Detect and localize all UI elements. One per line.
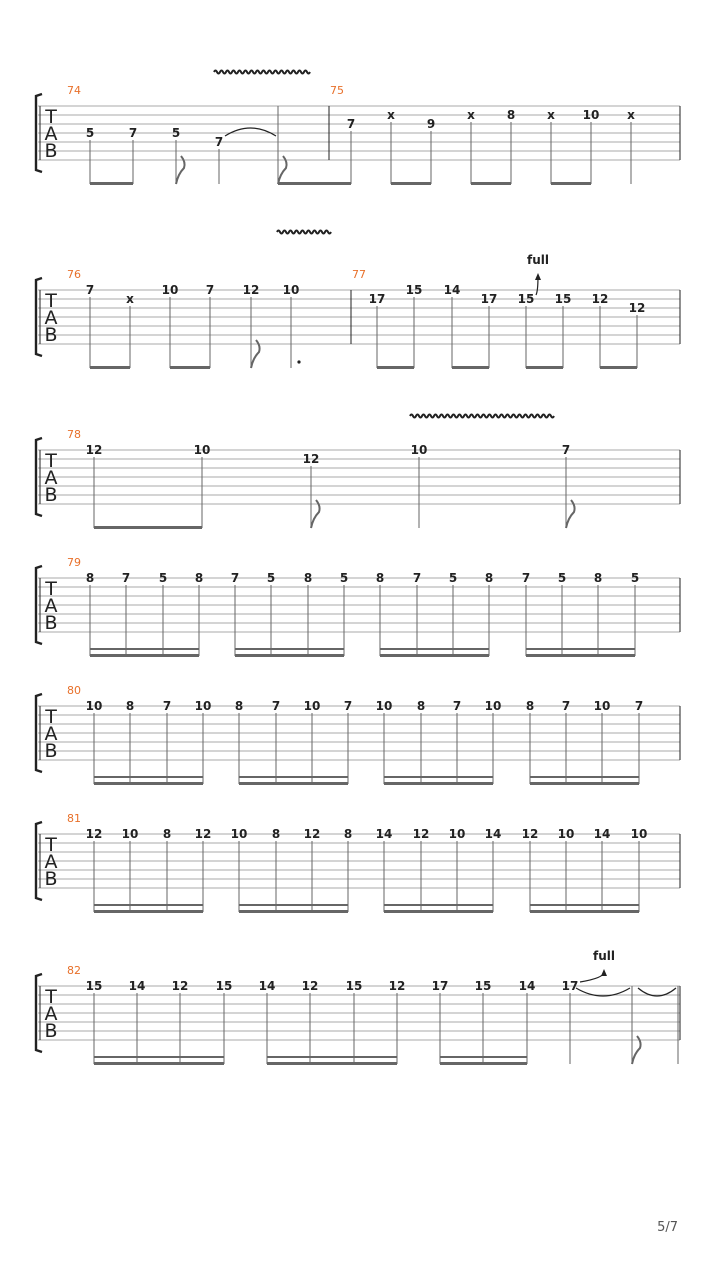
fret-number: 7: [412, 571, 422, 585]
beam: [239, 910, 348, 913]
fret-number: 15: [517, 292, 535, 306]
tab-clef-letter: B: [44, 140, 58, 162]
tab-clef-letter: A: [44, 307, 58, 329]
fret-number: 8: [416, 699, 426, 713]
measure-number: 75: [330, 84, 344, 97]
fret-number: 8: [234, 699, 244, 713]
fret-number: 7: [521, 571, 531, 585]
bend-label: full: [593, 949, 615, 963]
fret-number: 7: [121, 571, 131, 585]
fret-number: 10: [121, 827, 139, 841]
fret-number: 7: [230, 571, 240, 585]
beam: [440, 1056, 527, 1058]
tab-clef-letter: T: [45, 706, 57, 728]
fret-number: 8: [162, 827, 172, 841]
fret-number: 7: [561, 699, 571, 713]
fret-number: 12: [85, 827, 103, 841]
tab-system: [36, 684, 680, 785]
beam: [90, 182, 133, 185]
beam: [526, 648, 635, 650]
fret-number: 17: [480, 292, 498, 306]
fret-number: 8: [303, 571, 313, 585]
fret-number: 14: [443, 283, 461, 297]
fret-number: 5: [85, 126, 95, 140]
beam: [90, 654, 199, 657]
tab-clef-letter: B: [44, 484, 58, 506]
measure-number: 79: [67, 556, 81, 569]
tab-system: [36, 415, 680, 530]
fret-number: 8: [343, 827, 353, 841]
tab-clef-letter: B: [44, 612, 58, 634]
fret-number: 10: [375, 699, 393, 713]
measure-number: 77: [352, 268, 366, 281]
beam: [440, 1062, 527, 1065]
fret-number: 14: [258, 979, 276, 993]
fret-number: 12: [194, 827, 212, 841]
beam: [384, 904, 493, 906]
measure-number: 82: [67, 964, 81, 977]
fret-number: 10: [484, 699, 502, 713]
fret-number: 7: [85, 283, 95, 297]
fret-number: 15: [474, 979, 492, 993]
bend-label: full: [527, 253, 549, 267]
beam: [90, 366, 130, 369]
fret-number: 8: [271, 827, 281, 841]
tab-clef-letter: B: [44, 740, 58, 762]
beam: [94, 904, 203, 906]
fret-number: 7: [271, 699, 281, 713]
fret-number: 9: [426, 117, 436, 131]
tab-clef-letter: T: [45, 578, 57, 600]
beam: [94, 776, 203, 778]
fret-number: 15: [345, 979, 363, 993]
beam: [94, 526, 202, 529]
fret-number: 10: [193, 443, 211, 457]
beam: [380, 654, 489, 657]
fret-number: 10: [630, 827, 648, 841]
beam: [235, 654, 344, 657]
tab-system: [36, 949, 680, 1065]
fret-number: 10: [194, 699, 212, 713]
beam: [530, 904, 639, 906]
bend-arrow: [601, 969, 607, 976]
fret-number: 10: [557, 827, 575, 841]
fret-number: 8: [506, 108, 516, 122]
tab-clef-letter: A: [44, 595, 58, 617]
fret-number: 10: [230, 827, 248, 841]
fret-number: 8: [525, 699, 535, 713]
vibrato-mark: [410, 415, 554, 418]
fret-number: 5: [171, 126, 181, 140]
fret-number: 12: [412, 827, 430, 841]
beam: [94, 1056, 224, 1058]
beam: [377, 366, 414, 369]
beam: [278, 182, 351, 185]
beam: [551, 182, 591, 185]
fret-number: 7: [343, 699, 353, 713]
fret-number: 15: [405, 283, 423, 297]
tab-clef-letter: A: [44, 723, 58, 745]
fret-number: 15: [85, 979, 103, 993]
tab-clef-letter: B: [44, 868, 58, 890]
fret-number: 8: [593, 571, 603, 585]
dead-note: x: [387, 108, 395, 122]
beam: [94, 910, 203, 913]
fret-number: 12: [303, 827, 321, 841]
fret-number: 12: [628, 301, 646, 315]
bend-arrow: [535, 273, 541, 280]
fret-number: 14: [484, 827, 502, 841]
measure-number: 81: [67, 812, 81, 825]
fret-number: 8: [375, 571, 385, 585]
fret-number: 10: [282, 283, 300, 297]
fret-number: 17: [431, 979, 449, 993]
tab-clef-letter: A: [44, 467, 58, 489]
fret-number: 12: [591, 292, 609, 306]
beam: [530, 910, 639, 913]
fret-number: 12: [302, 452, 320, 466]
beam: [471, 182, 511, 185]
beam: [384, 910, 493, 913]
dead-note: x: [547, 108, 555, 122]
dead-note: x: [467, 108, 475, 122]
fret-number: 7: [128, 126, 138, 140]
fret-number: 10: [593, 699, 611, 713]
fret-number: 14: [128, 979, 146, 993]
fret-number: 12: [301, 979, 319, 993]
tab-system: [36, 231, 680, 370]
fret-number: 12: [242, 283, 260, 297]
beam: [530, 776, 639, 778]
beam: [526, 366, 563, 369]
fret-number: 8: [194, 571, 204, 585]
fret-number: 10: [448, 827, 466, 841]
fret-number: 5: [339, 571, 349, 585]
tab-clef-letter: T: [45, 106, 57, 128]
measure-number: 80: [67, 684, 81, 697]
fret-number: 17: [561, 979, 579, 993]
fret-number: 8: [484, 571, 494, 585]
fret-number: 10: [85, 699, 103, 713]
tab-clef-letter: B: [44, 1020, 58, 1042]
vibrato-mark: [214, 71, 310, 74]
fret-number: 10: [582, 108, 600, 122]
fret-number: 12: [85, 443, 103, 457]
fret-number: 7: [634, 699, 644, 713]
beam: [239, 904, 348, 906]
fret-number: 8: [125, 699, 135, 713]
measure-number: 78: [67, 428, 81, 441]
tab-clef-letter: T: [45, 834, 57, 856]
dead-note: x: [627, 108, 635, 122]
fret-number: 12: [521, 827, 539, 841]
tab-system: [36, 71, 680, 186]
fret-number: 7: [452, 699, 462, 713]
beam: [600, 366, 637, 369]
fret-number: 14: [518, 979, 536, 993]
dot: [297, 360, 300, 363]
beam: [239, 782, 348, 785]
fret-number: 15: [215, 979, 233, 993]
measure-number: 74: [67, 84, 81, 97]
fret-number: 5: [266, 571, 276, 585]
beam: [94, 782, 203, 785]
dead-note: x: [126, 292, 134, 306]
beam: [267, 1062, 397, 1065]
fret-number: 5: [448, 571, 458, 585]
fret-number: 15: [554, 292, 572, 306]
fret-number: 5: [630, 571, 640, 585]
fret-number: 12: [388, 979, 406, 993]
beam: [384, 782, 493, 785]
page-number: 5/7: [657, 1220, 678, 1235]
beam: [530, 782, 639, 785]
beam: [267, 1056, 397, 1058]
fret-number: 17: [368, 292, 386, 306]
tab-clef-letter: T: [45, 986, 57, 1008]
fret-number: 7: [162, 699, 172, 713]
tab-clef-letter: T: [45, 450, 57, 472]
fret-number: 7: [346, 117, 356, 131]
fret-number: 7: [205, 283, 215, 297]
beam: [239, 776, 348, 778]
fret-number: 10: [303, 699, 321, 713]
beam: [94, 1062, 224, 1065]
beam: [526, 654, 635, 657]
beam: [391, 182, 431, 185]
measure-number: 76: [67, 268, 81, 281]
beam: [235, 648, 344, 650]
tab-clef-letter: T: [45, 290, 57, 312]
fret-number: 8: [85, 571, 95, 585]
fret-number: 10: [410, 443, 428, 457]
vibrato-mark: [277, 231, 331, 234]
tie: [225, 128, 276, 136]
tab-system: [36, 812, 680, 913]
fret-number: 12: [171, 979, 189, 993]
tab-clef-letter: A: [44, 123, 58, 145]
fret-number: 7: [561, 443, 571, 457]
fret-number: 5: [158, 571, 168, 585]
tab-system: [36, 556, 680, 657]
bend-curve: [580, 972, 604, 982]
beam: [452, 366, 489, 369]
beam: [380, 648, 489, 650]
fret-number: 5: [557, 571, 567, 585]
fret-number: 7: [214, 135, 224, 149]
tab-clef-letter: B: [44, 324, 58, 346]
fret-number: 14: [375, 827, 393, 841]
beam: [90, 648, 199, 650]
tab-clef-letter: A: [44, 1003, 58, 1025]
fret-number: 10: [161, 283, 179, 297]
beam: [384, 776, 493, 778]
fret-number: 14: [593, 827, 611, 841]
beam: [170, 366, 210, 369]
tab-clef-letter: A: [44, 851, 58, 873]
